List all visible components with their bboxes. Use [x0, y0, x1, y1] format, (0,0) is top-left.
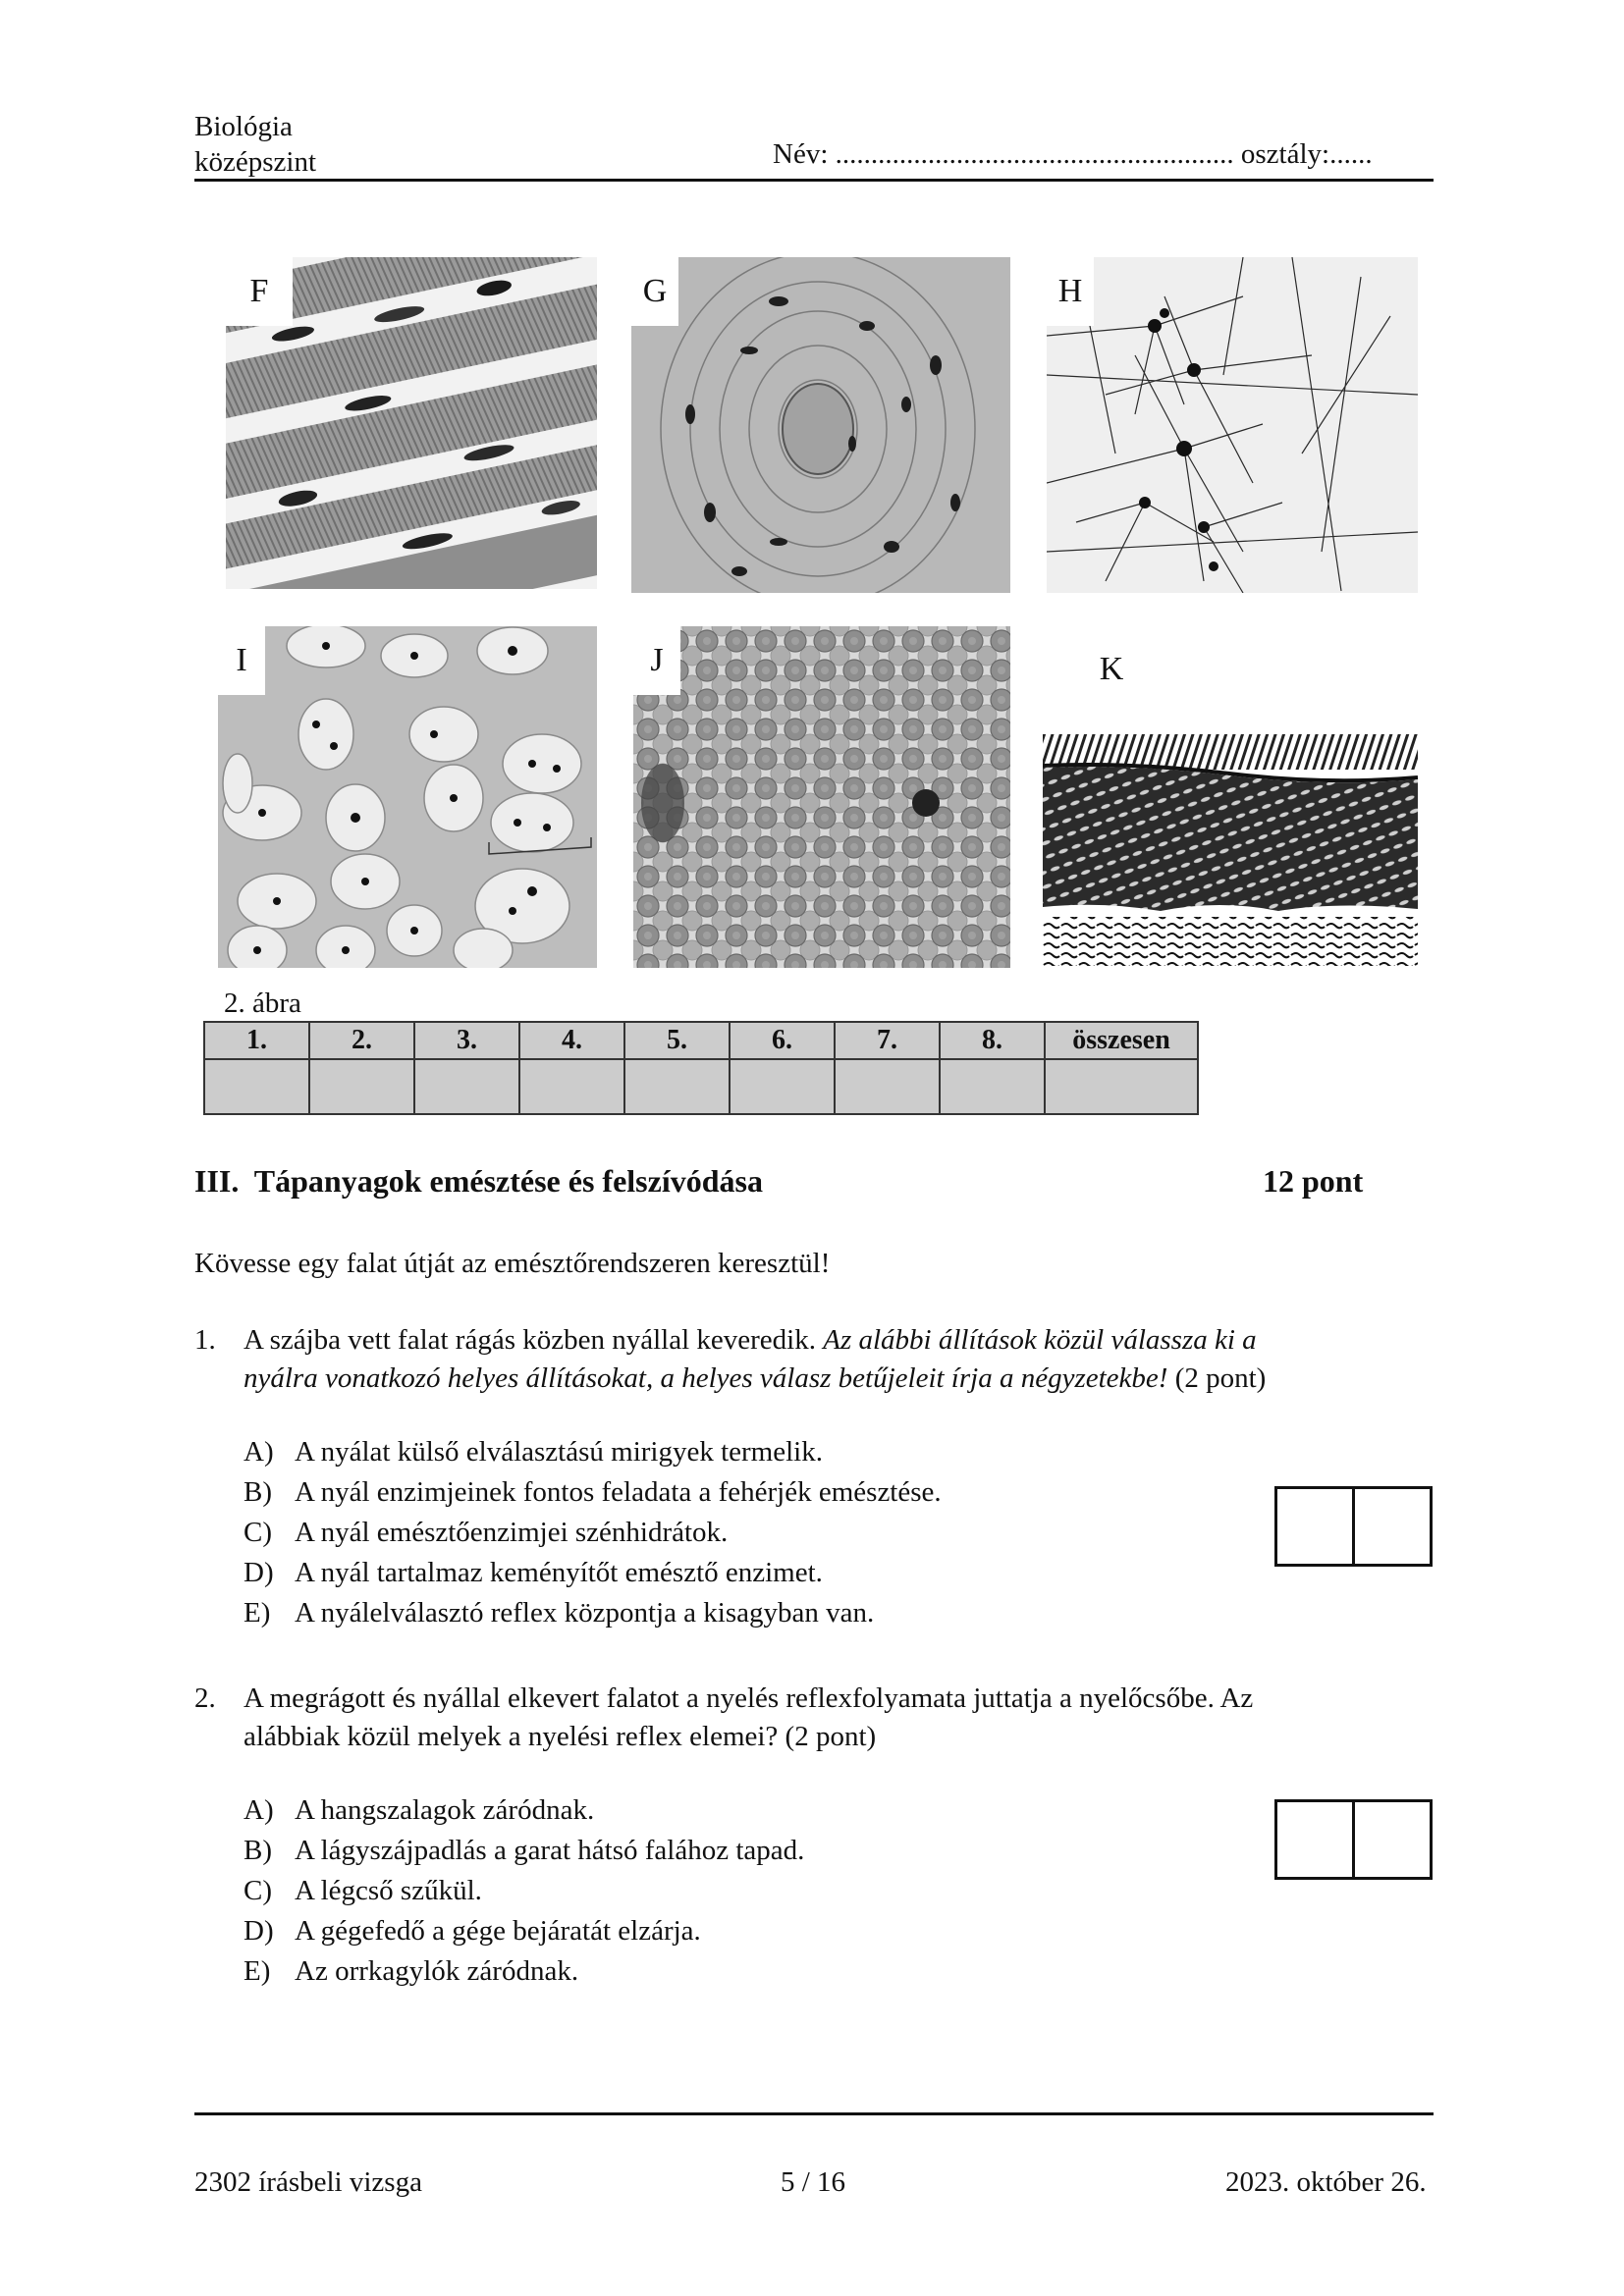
figure-panel-h [1047, 257, 1418, 593]
section-title: III. Tápanyagok emésztése és felszívódása [194, 1163, 763, 1199]
question-1-line-2 [244, 1360, 1266, 1397]
option-text: A lágyszájpadlás a garat hátsó falához tapad. [295, 1835, 805, 1866]
panel-label-i: I [218, 626, 265, 695]
header-subject: Biológia [194, 111, 293, 142]
question-2-line-1: A megrágott és nyállal elkevert falatot a nyelés reflexfolyamata juttatja a nyelőcsőbe. Az [244, 1682, 1254, 1714]
panel-label-g: G [631, 257, 678, 326]
option-letter: E) [244, 1597, 271, 1629]
score-table [203, 1021, 1199, 1115]
figure-panel-j [633, 626, 1010, 968]
score-cell-6[interactable] [730, 1059, 835, 1114]
blood-smear-image [633, 626, 1010, 968]
option-letter: A) [244, 1794, 274, 1826]
question-1-answer-box-1[interactable] [1277, 1489, 1352, 1564]
score-table-header-row [204, 1022, 1198, 1059]
option-text: A hangszalagok záródnak. [295, 1794, 595, 1826]
header-level: középszint [194, 146, 317, 178]
score-cell-3[interactable] [414, 1059, 519, 1114]
question-2-line-2: alábbiak közül melyek a nyelési reflex elemei? (2 pont) [244, 1721, 877, 1752]
ciliated-epithelium-image [1043, 734, 1418, 966]
question-1-option-d [244, 1554, 823, 1591]
score-cell-1[interactable] [204, 1059, 309, 1114]
question-2-answer-box-2[interactable] [1352, 1802, 1430, 1877]
question-1-option-a [244, 1433, 823, 1470]
question-2-option-a [244, 1791, 594, 1829]
question-1-answer-boxes [1274, 1486, 1433, 1567]
panel-label-h: H [1047, 257, 1094, 326]
question-1-instruction-end: nyálra vonatkozó helyes állításokat, a helyes válasz betűjeleit írja a négyzetekbe! [244, 1362, 1168, 1394]
question-1-option-e [244, 1594, 874, 1631]
score-header-total: összesen [1045, 1022, 1198, 1059]
question-2-option-e [244, 1952, 578, 1990]
question-1-line-1 [244, 1321, 1257, 1359]
section-intro: Kövesse egy falat útját az emésztőrendszeren keresztül! [194, 1248, 831, 1279]
score-cell-2[interactable] [309, 1059, 414, 1114]
score-header-1: 1. [204, 1022, 309, 1059]
question-1-answer-box-2[interactable] [1352, 1489, 1430, 1564]
score-cell-total[interactable] [1045, 1059, 1198, 1114]
option-letter: B) [244, 1835, 272, 1866]
score-header-5: 5. [624, 1022, 730, 1059]
score-header-6: 6. [730, 1022, 835, 1059]
score-header-4: 4. [519, 1022, 624, 1059]
bone-osteon-image [631, 257, 1010, 593]
panel-label-k: K [1092, 642, 1131, 697]
panel-label-j: J [633, 626, 680, 695]
neurons-image [1047, 257, 1418, 593]
option-letter: C) [244, 1517, 272, 1548]
figure-panel-k [1043, 734, 1418, 966]
cartilage-image [218, 626, 597, 968]
option-text: A nyál emésztőenzimjei szénhidrátok. [295, 1517, 729, 1548]
score-header-8: 8. [940, 1022, 1045, 1059]
option-text: A nyálat külső elválasztású mirigyek termelik. [295, 1436, 823, 1468]
score-cell-5[interactable] [624, 1059, 730, 1114]
figure-panel-i [218, 626, 597, 968]
question-1-option-c [244, 1514, 728, 1551]
question-2-number: 2. [194, 1682, 216, 1714]
score-table-value-row [204, 1059, 1198, 1114]
figure-caption: 2. ábra [224, 988, 301, 1019]
question-2-answer-box-1[interactable] [1277, 1802, 1352, 1877]
option-letter: D) [244, 1557, 274, 1588]
option-letter: E) [244, 1955, 271, 1987]
panel-label-f: F [226, 257, 293, 326]
footer-rule [194, 2112, 1434, 2115]
option-letter: B) [244, 1476, 272, 1508]
question-2-option-b [244, 1832, 804, 1869]
question-1-points: (2 pont) [1167, 1362, 1267, 1394]
option-text: A nyálelválasztó reflex központja a kisagyban van. [295, 1597, 875, 1629]
question-1-instruction-start: Az alábbi állítások közül válassza ki a [823, 1324, 1257, 1356]
option-text: A gégefedő a gége bejáratát elzárja. [295, 1915, 701, 1947]
option-text: A nyál enzimjeinek fontos feladata a fehérjék emésztése. [295, 1476, 942, 1508]
footer-page-number: 5 / 16 [781, 2166, 846, 2198]
footer-date: 2023. október 26. [1225, 2166, 1427, 2198]
option-text: A nyál tartalmaz keményítőt emésztő enzimet. [295, 1557, 823, 1588]
option-letter: C) [244, 1875, 272, 1906]
option-text: A légcső szűkül. [295, 1875, 482, 1906]
question-2-option-c [244, 1872, 482, 1909]
score-header-2: 2. [309, 1022, 414, 1059]
option-text: Az orrkagylók záródnak. [295, 1955, 579, 1987]
score-header-3: 3. [414, 1022, 519, 1059]
score-cell-7[interactable] [835, 1059, 940, 1114]
name-class-field[interactable]: Név: ........................................................ osztály:...... [773, 138, 1373, 170]
footer-exam-id: 2302 írásbeli vizsga [194, 2166, 422, 2198]
question-1-statement: A szájba vett falat rágás közben nyállal keveredik. [244, 1324, 824, 1356]
section-points: 12 pont [1263, 1163, 1364, 1199]
question-1-option-b [244, 1473, 942, 1511]
question-1-number: 1. [194, 1324, 216, 1356]
option-letter: D) [244, 1915, 274, 1947]
score-cell-8[interactable] [940, 1059, 1045, 1114]
figure-panel-g [631, 257, 1010, 593]
question-2-answer-boxes [1274, 1799, 1433, 1880]
option-letter: A) [244, 1436, 274, 1468]
score-header-7: 7. [835, 1022, 940, 1059]
question-2-option-d [244, 1912, 701, 1949]
header-rule [194, 179, 1434, 182]
figure-panel-f [226, 257, 597, 589]
score-cell-4[interactable] [519, 1059, 624, 1114]
